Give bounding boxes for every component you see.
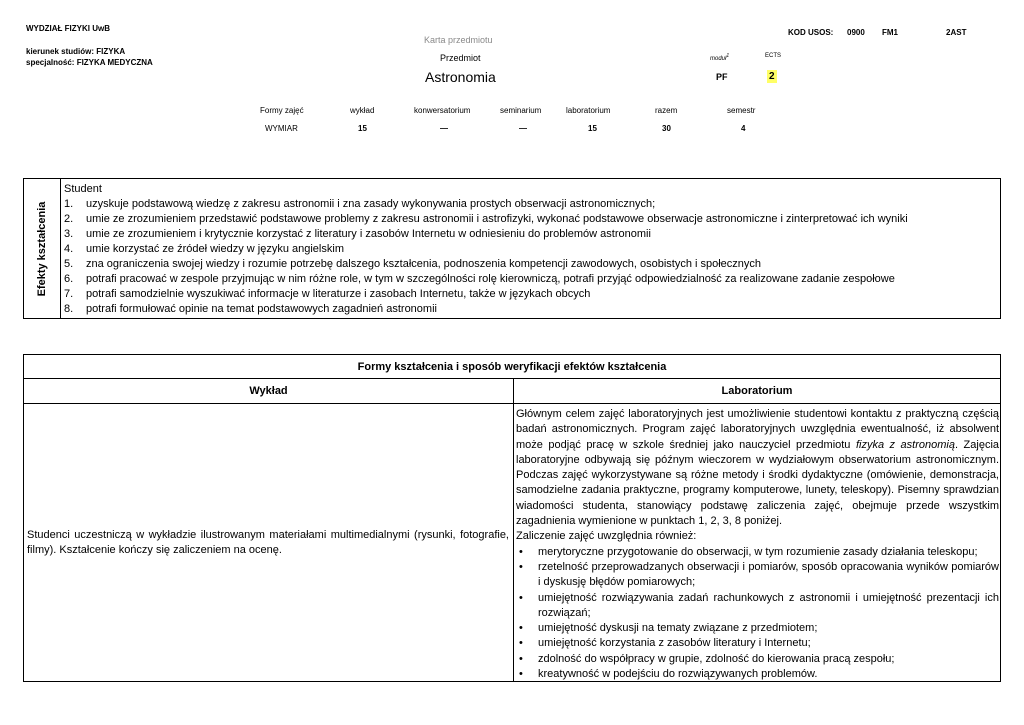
forms-value: 15 <box>588 124 597 133</box>
learning-outcomes-intro: Student <box>64 183 102 195</box>
module-value: PF <box>716 72 728 82</box>
list-item: • umiejętność rozwiązywania zadań rachunkowych z astronomii i umiejętność prezentacji ich rozwiązań; <box>516 591 999 622</box>
forms-header: laboratorium <box>566 106 611 115</box>
bullet-icon: • <box>519 637 523 650</box>
forms-header: razem <box>655 106 678 115</box>
column-header-lecture: Wykład <box>24 379 513 404</box>
list-item: • kreatywność w podejściu do rozwiązywanych problemów. <box>516 667 999 682</box>
lecture-description: Studenci uczestniczą w wykładzie ilustrowanym materiałami multimedialnymi (rysunki, fotografie, filmy). Kształcenie kończy się zaliczeniem na ocenę. <box>27 529 509 556</box>
list-item: • merytoryczne przygotowanie do obserwacji, w tym rozumienie zasady działania teleskopu; <box>516 545 999 560</box>
ects-label: ECTS <box>765 53 782 59</box>
list-item: 1. uzyskuje podstawową wiedzę z zakresu astronomii i zna zasady wykonywania prostych obserwacji astronomicznych; <box>64 198 656 210</box>
ects-value: 2 <box>769 71 775 82</box>
bullet-icon: • <box>519 560 523 573</box>
laboratory-description <box>516 407 999 682</box>
forms-value: — <box>440 124 448 133</box>
usos-label: KOD USOS: <box>788 28 834 37</box>
list-item: 7. potrafi samodzielnie wyszukiwać informacje w literaturze i zasobach Internetu, także w językach obcych <box>64 288 591 300</box>
learning-outcomes-list <box>64 182 996 317</box>
bullet-icon: • <box>519 622 523 635</box>
list-item: 6. potrafi pracować w zespole przyjmując w nim różne role, w tym w szczególności rolę kierowniczą, potrafi przyjąć odpowiedzialność za realizowane zadanie zespołowe <box>64 273 895 285</box>
list-item: • umiejętność dyskusji na tematy związane z przedmiotem; <box>516 621 999 636</box>
forms-header: semestr <box>727 106 756 115</box>
card-label: Karta przedmiotu <box>424 35 493 45</box>
learning-outcomes-table <box>23 178 1001 319</box>
usos-code-3: 2AST <box>946 28 967 37</box>
forms-header: wykład <box>350 106 375 115</box>
learning-outcomes-side <box>24 179 61 318</box>
subject-title: Astronomia <box>425 69 496 85</box>
forms-value: 15 <box>358 124 367 133</box>
teaching-methods-table <box>23 354 1001 682</box>
list-item: • rzetelność przeprowadzanych obserwacji i pomiarów, sposób opracowania wyników pomiarów i dyskusję błędów pomiarowych; <box>516 560 999 591</box>
subject-name-italic: fizyka z astronomią <box>855 438 955 451</box>
forms-header: Formy zajęć <box>260 106 304 115</box>
teaching-methods-title: Formy kształcenia i sposób weryfikacji efektów kształcenia <box>24 355 1000 379</box>
faculty-name: WYDZIAŁ FIZYKI UwB <box>26 24 110 33</box>
forms-header: konwersatorium <box>414 106 471 115</box>
laboratory-paragraph: Głównym celem zajęć laboratoryjnych jest umożliwienie studentowi kontaktu z praktyczną częścią badań astronomicznych. Program zajęć laboratoryjnych uwzględnia ewentualność, iż absolwent może podjąć pracę w szkole średniej jako nauczyciel przedmiotu fizyka z astronomią. Zajęcia laboratoryjne odbywają się późnym wieczorem w wydziałowym obserwatorium astronomicznym. Podczas zajęć wykorzystywane są różne metody i środki dydaktyczne (omówienie, demonstracja, samodzielne zadania praktyczne, programy komputerowe, lunety, teleskopy). Pisemny sprawdzian wiadomości studenta, stanowiący podstawę zaliczenia zajęć, obejmuje przede wszystkim zagadnienia wymienione w punktach 1, 2, 3, 8 poniżej. <box>516 408 1000 528</box>
list-item: 3. umie ze zrozumieniem i krytycznie korzystać z literatury i zasobów Internetu w odniesieniu do problemów astronomii <box>64 228 651 240</box>
list-item: • zdolność do współpracy w grupie, zdolność do kierowania pracą zespołu; <box>516 652 999 667</box>
list-item: 5. zna ograniczenia swojej wiedzy i rozumie potrzebę dalszego kształcenia, podnoszenia kompetencji zawodowych, osobistych i społecznych <box>64 258 762 270</box>
forms-header: seminarium <box>500 106 542 115</box>
bullet-icon: • <box>519 652 523 665</box>
list-item: 8. potrafi formułować opinie na temat podstawowych zagadnień astronomii <box>64 303 437 315</box>
usos-code-1: 0900 <box>847 28 865 37</box>
column-divider <box>513 379 514 681</box>
list-item: • umiejętność korzystania z zasobów literatury i Internetu; <box>516 636 999 651</box>
specialty: specjalność: FIZYKA MEDYCZNA <box>26 58 153 68</box>
laboratory-criteria-intro: Zaliczenie zajęć uwzględnia również: <box>516 530 697 543</box>
bullet-icon: • <box>519 545 523 558</box>
module-label: moduł$^1$ <box>710 53 730 62</box>
list-item: 2. umie ze zrozumieniem przedstawić podstawowe problemy z zakresu astronomii i astrofizyki, wykonać podstawowe obserwacje astronomiczne i zinterpretować ich wyniki <box>64 213 908 225</box>
forms-value: WYMIAR <box>265 124 298 133</box>
bullet-icon: • <box>519 668 523 681</box>
learning-outcomes-label: Efekty kształcenia <box>36 201 48 296</box>
forms-value: — <box>519 124 527 133</box>
field-of-study: kierunek studiów: FIZYKA <box>26 47 126 57</box>
subject-label: Przedmiot <box>440 53 481 63</box>
column-header-laboratory: Laboratorium <box>514 379 1000 404</box>
forms-value: 4 <box>741 124 746 133</box>
list-item: 4. umie korzystać ze źródeł wiedzy w języku angielskim <box>64 243 344 255</box>
bullet-icon: • <box>519 591 523 604</box>
header-info <box>26 24 153 68</box>
usos-code-2: FM1 <box>882 28 898 37</box>
forms-value: 30 <box>662 124 671 133</box>
